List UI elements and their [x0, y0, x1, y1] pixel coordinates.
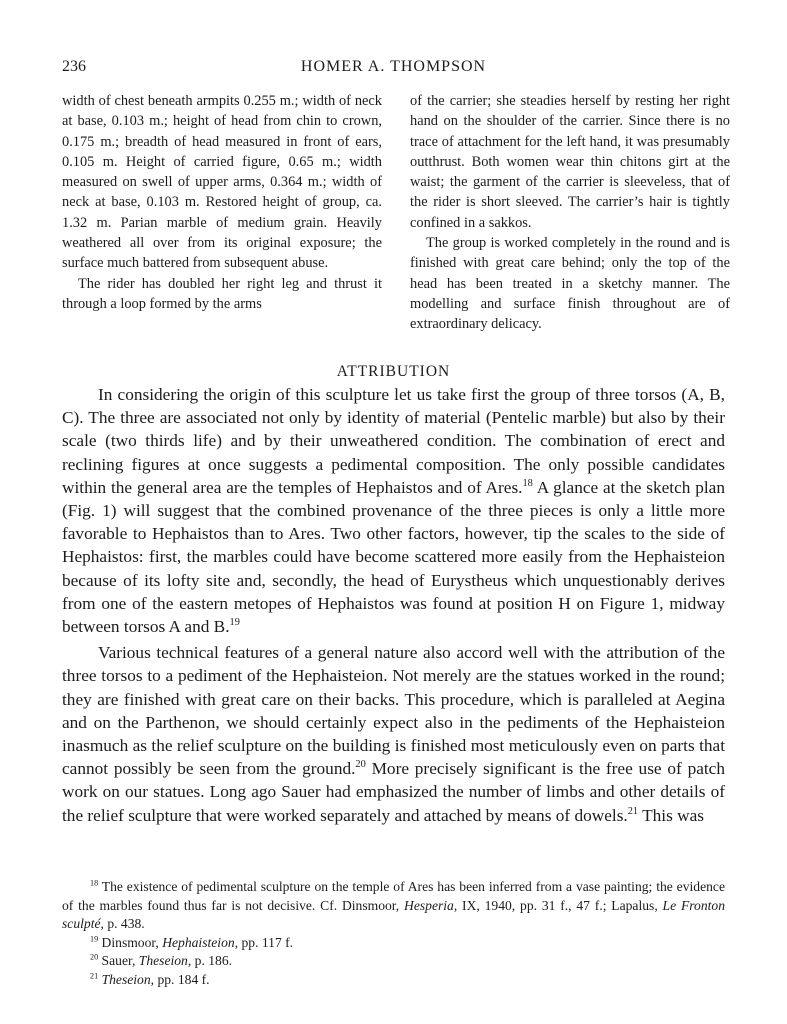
footnote-19: $^{19}$ Dinsmoor, Hephaisteion, pp. 117 f.	[90, 933, 294, 950]
body-paragraph-1: In considering the origin of this sculpture let us take first the group of three torsos (A, B, C). The three are associated not only by identity of material (Pentelic marble) but also by their scale (two thirds life) and by their unweathered condition. The combination of erect and reclining figures at once suggests a pedimental composition. The only possible candidates within the general area are the temples of Hephaistos and of Ares.$^{18}$ A glance at the sketch plan (Fig. 1) will suggest that the combined provenance of the three pieces is only a little more favorable to Hephaistos than to Ares. Two other factors, however, tip the scales to the side of Hephaistos: first, the marbles could have become scattered more easily from the Hephaisteion because of its lofty site and, secondly, the head of Eurystheus which unquestionably derives from one of the eastern metopes of Hephaistos was found at position H on Figure 1, midway between torsos A and B.$^{19}$	[62, 385, 725, 637]
footnote-ref-19[interactable]: 19	[229, 617, 240, 629]
running-head: HOMER A. THOMPSON	[300, 58, 487, 75]
footnote-ref-20[interactable]: 20	[355, 759, 366, 771]
catalogue-description-start: The rider has doubled her right leg and thrust it through a loop formed by the arms	[62, 275, 382, 312]
footnote-ref-21[interactable]: 21	[627, 805, 639, 817]
main-body	[62, 383, 725, 827]
footnote-ref-18[interactable]: 18	[522, 478, 533, 490]
footnote-20: $^{20}$ Sauer, Theseion, p. 186.	[90, 952, 233, 968]
catalogue-finish-note: The group is worked completely in the round and is finished with great care behind; only the top of the head has been treated in a sketchy manner. The modelling and surface finish throughout are of extraordinary delicacy.	[410, 235, 730, 333]
catalogue-measurements: width of chest beneath armpits 0.255 m.; width of neck at base, 0.103 m.; height of head from chin to crown, 0.175 m.; breadth of head measured in front of ears, 0.105 m. Height of carried figure, 0.65 m.; width measured on swell of upper arms, 0.364 m.; width of neck at base, 0.103 m. Restored height of group, ca. 1.32 m. Parian marble of medium grain. Heavily weathered all over from its original exposure; the surface much battered from subsequent abuse.	[62, 93, 382, 272]
footnote-21: $^{21}$ Theseion, pp. 184 f.	[90, 970, 210, 987]
section-heading-attribution: ATTRIBUTION	[336, 363, 451, 380]
catalogue-column-right	[410, 91, 730, 335]
footnote-18: $^{18}$ The existence of pedimental sculpture on the temple of Ares has been inferred from a vase painting; the evidence of the marbles found thus far is not decisive. Cf. Dinsmoor, Hesperia, IX, 1940, pp. 31 f., 47 f.; Lapalus, Le Fronton sculpté, p. 438.	[62, 878, 726, 931]
catalogue-column-left	[62, 91, 382, 314]
body-paragraph-2: Various technical features of a general nature also accord well with the attribution of the three torsos to a pediment of the Hephaisteion. Not merely are the statues worked in the round; they are finished with great care on their backs. This procedure, which is paralleled at Aegina and on the Parthenon, we should certainly expect also in the pediments of the Hephaisteion inasmuch as the relief sculpture on the building is finished most meticulously even on parts that cannot possibly be seen from the ground.$^{20}$ More precisely significant is the free use of patch work on our statues. Long ago Sauer had emphasized the number of limbs and other details of the relief sculpture that were worked separately and attached by means of dowels.$^{21}$ This was	[62, 643, 725, 825]
catalogue-description-cont: of the carrier; she steadies herself by resting her right hand on the shoulder of the carrier. Since there is no trace of attachment for the left hand, it was presumably outthrust. Both women wear thin chitons girt at the waist; the garment of the carrier is sleeveless, that of the rider is short sleeved. The carrier’s hair is tightly confined in a sakkos.	[410, 93, 730, 231]
page-number: 236	[62, 58, 86, 75]
footnotes	[62, 878, 725, 989]
